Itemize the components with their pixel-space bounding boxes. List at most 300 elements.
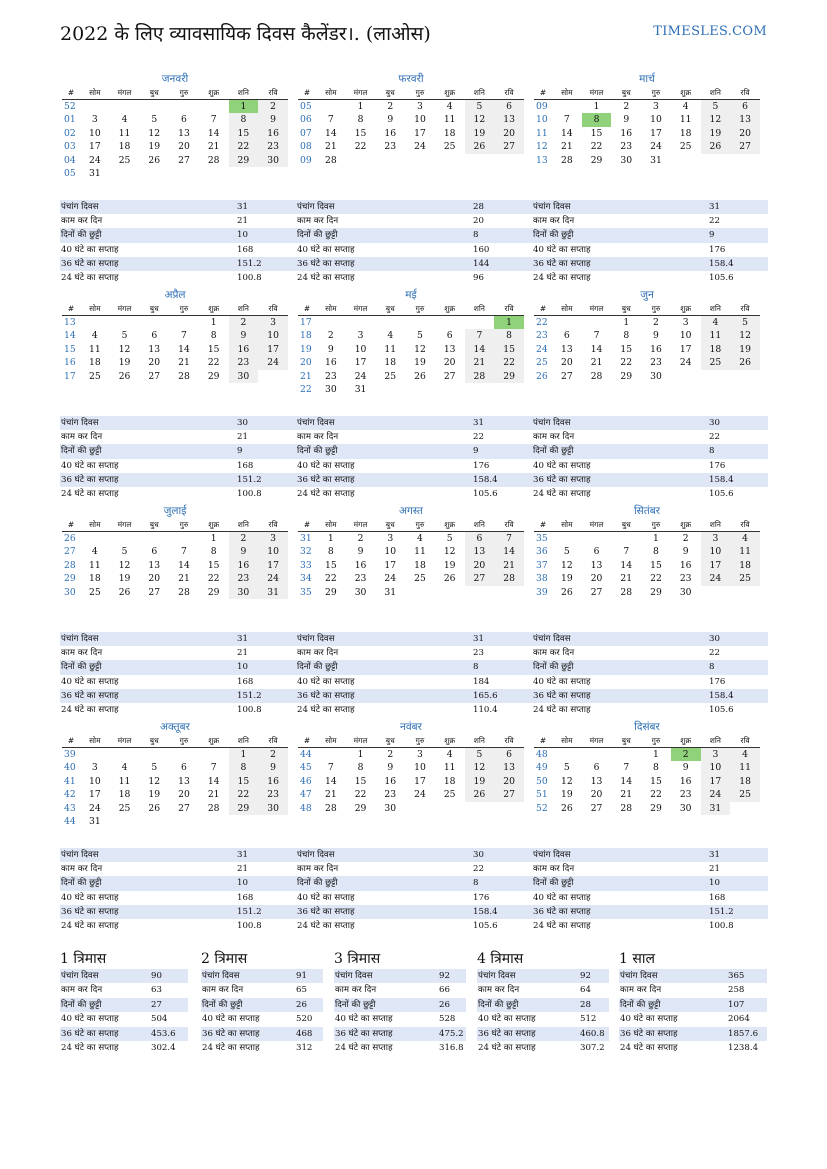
day-cell[interactable]: 1	[593, 101, 600, 112]
day-cell[interactable]: 24	[89, 154, 101, 166]
day-cell[interactable]: 11	[679, 114, 692, 126]
day-cell[interactable]: 19	[118, 573, 131, 585]
day-cell[interactable]: 13	[730, 113, 760, 126]
day-cell[interactable]: 16	[679, 559, 692, 571]
day-cell[interactable]: 29	[207, 370, 220, 382]
day-cell[interactable]: 28	[561, 154, 573, 166]
day-cell[interactable]: 4	[730, 532, 760, 546]
day-cell[interactable]: 18	[384, 357, 397, 369]
day-cell[interactable]: 20	[494, 127, 524, 140]
day-cell[interactable]: 2	[229, 532, 259, 546]
day-cell[interactable]: 25	[89, 586, 101, 598]
day-cell[interactable]: 26	[118, 586, 131, 598]
day-cell[interactable]: 31	[258, 586, 288, 599]
day-cell[interactable]: 31	[650, 154, 662, 166]
day-cell[interactable]: 16	[384, 127, 397, 139]
day-cell[interactable]: 29	[590, 154, 603, 166]
day-cell[interactable]: 3	[701, 748, 731, 762]
day-cell[interactable]: 13	[443, 343, 456, 355]
day-cell[interactable]: 5	[563, 762, 570, 774]
day-cell[interactable]: 29	[620, 370, 633, 382]
day-cell[interactable]: 1	[623, 317, 630, 328]
day-cell[interactable]: 30	[229, 586, 259, 599]
day-cell[interactable]: 2	[671, 748, 701, 762]
day-cell[interactable]: 1	[327, 533, 334, 544]
day-cell[interactable]: 24	[89, 802, 101, 814]
day-cell[interactable]: 9	[357, 546, 364, 558]
day-cell[interactable]: 19	[465, 127, 495, 140]
day-cell[interactable]: 13	[178, 127, 190, 139]
day-cell[interactable]: 19	[701, 127, 731, 140]
day-cell[interactable]: 22	[325, 573, 337, 585]
day-cell[interactable]: 29	[325, 586, 337, 598]
day-cell[interactable]: 6	[181, 762, 187, 774]
day-cell[interactable]: 1	[653, 533, 659, 544]
day-cell[interactable]: 9	[327, 343, 334, 355]
day-cell[interactable]: 25	[118, 802, 131, 814]
day-cell[interactable]: 11	[414, 546, 426, 558]
day-cell[interactable]: 6	[181, 114, 187, 126]
day-cell[interactable]: 8	[653, 762, 659, 774]
day-cell[interactable]: 27	[494, 788, 524, 801]
day-cell[interactable]: 22	[354, 789, 367, 801]
day-cell[interactable]: 16	[325, 357, 337, 369]
day-cell[interactable]: 13	[590, 559, 603, 571]
day-cell[interactable]: 3	[91, 114, 98, 126]
day-cell[interactable]: 5	[121, 330, 128, 342]
day-cell[interactable]: 30	[650, 370, 662, 382]
day-cell[interactable]: 24	[679, 357, 692, 369]
day-cell[interactable]: 17	[701, 559, 731, 572]
day-cell[interactable]: 17	[650, 127, 662, 139]
day-cell[interactable]: 26	[730, 356, 760, 369]
day-cell[interactable]: 21	[207, 141, 220, 153]
day-cell[interactable]: 25	[89, 370, 101, 382]
day-cell[interactable]: 11	[443, 114, 456, 126]
day-cell[interactable]: 21	[465, 356, 495, 369]
day-cell[interactable]: 28	[325, 154, 337, 166]
day-cell[interactable]: 19	[561, 789, 573, 801]
day-cell[interactable]: 24	[258, 572, 288, 585]
day-cell[interactable]: 20	[443, 357, 456, 369]
day-cell[interactable]: 6	[494, 748, 524, 762]
day-cell[interactable]: 23	[325, 370, 337, 382]
day-cell[interactable]: 2	[327, 330, 334, 342]
day-cell[interactable]: 30	[384, 802, 397, 814]
day-cell[interactable]: 1	[210, 533, 217, 544]
day-cell[interactable]: 14	[590, 343, 603, 355]
day-cell[interactable]: 26	[414, 370, 426, 382]
day-cell[interactable]: 4	[730, 748, 760, 762]
day-cell[interactable]: 5	[730, 316, 760, 330]
day-cell[interactable]: 25	[730, 572, 760, 585]
day-cell[interactable]: 11	[443, 762, 456, 774]
day-cell[interactable]: 3	[258, 532, 288, 546]
day-cell[interactable]: 11	[89, 559, 101, 571]
day-cell[interactable]: 21	[325, 789, 337, 801]
day-cell[interactable]: 12	[148, 775, 161, 787]
day-cell[interactable]: 8	[210, 330, 217, 342]
day-cell[interactable]: 15	[590, 127, 603, 139]
day-cell[interactable]: 14	[620, 775, 633, 787]
day-cell[interactable]: 31	[384, 586, 397, 598]
day-cell[interactable]: 30	[620, 154, 633, 166]
day-cell[interactable]: 27	[730, 140, 760, 153]
day-cell[interactable]: 6	[563, 330, 570, 342]
day-cell[interactable]: 21	[325, 141, 337, 153]
day-cell[interactable]: 18	[730, 775, 760, 788]
day-cell[interactable]: 12	[730, 329, 760, 342]
day-cell[interactable]: 27	[561, 370, 573, 382]
day-cell[interactable]: 15	[325, 559, 337, 571]
day-cell[interactable]: 18	[89, 357, 101, 369]
day-cell[interactable]: 20	[465, 559, 495, 572]
day-cell[interactable]: 28	[178, 370, 190, 382]
day-cell[interactable]: 15	[354, 127, 367, 139]
day-cell[interactable]: 27	[148, 586, 161, 598]
day-cell[interactable]: 27	[148, 370, 161, 382]
day-cell[interactable]: 4	[446, 749, 453, 760]
day-cell[interactable]: 21	[207, 789, 220, 801]
day-cell[interactable]: 27	[590, 586, 603, 598]
day-cell[interactable]: 9	[623, 114, 630, 126]
day-cell[interactable]: 23	[679, 789, 692, 801]
day-cell[interactable]: 22	[494, 356, 524, 369]
day-cell[interactable]: 24	[650, 141, 662, 153]
day-cell[interactable]: 23	[258, 140, 288, 153]
day-cell[interactable]: 8	[357, 762, 364, 774]
day-cell[interactable]: 10	[414, 114, 426, 126]
day-cell[interactable]: 4	[446, 101, 453, 112]
day-cell[interactable]: 10	[258, 545, 288, 558]
day-cell[interactable]: 6	[593, 762, 600, 774]
day-cell[interactable]: 26	[148, 154, 161, 166]
day-cell[interactable]: 30	[679, 586, 692, 598]
day-cell[interactable]: 23	[384, 789, 397, 801]
day-cell[interactable]: 29	[494, 370, 524, 383]
day-cell[interactable]: 13	[494, 761, 524, 774]
day-cell[interactable]: 3	[701, 532, 731, 546]
day-cell[interactable]: 7	[210, 762, 217, 774]
day-cell[interactable]: 18	[118, 141, 131, 153]
day-cell[interactable]: 21	[494, 559, 524, 572]
day-cell[interactable]: 5	[701, 100, 731, 114]
day-cell[interactable]: 13	[148, 559, 161, 571]
day-cell[interactable]: 4	[91, 330, 98, 342]
day-cell[interactable]: 30	[229, 370, 259, 383]
day-cell[interactable]: 22	[650, 789, 662, 801]
day-cell[interactable]: 5	[417, 330, 423, 342]
day-cell[interactable]: 14	[494, 545, 524, 558]
day-cell[interactable]: 18	[414, 559, 426, 571]
day-cell[interactable]: 24	[354, 370, 367, 382]
day-cell[interactable]: 8	[494, 329, 524, 342]
day-cell[interactable]: 21	[620, 573, 633, 585]
day-cell[interactable]: 2	[682, 533, 689, 544]
day-cell[interactable]: 29	[354, 802, 367, 814]
day-cell[interactable]: 3	[258, 316, 288, 330]
day-cell[interactable]: 6	[494, 100, 524, 114]
day-cell[interactable]: 29	[650, 802, 662, 814]
day-cell[interactable]: 28	[494, 572, 524, 585]
day-cell[interactable]: 3	[357, 330, 364, 342]
day-cell[interactable]: 12	[465, 113, 495, 126]
day-cell[interactable]: 20	[561, 357, 573, 369]
day-cell[interactable]: 16	[650, 343, 662, 355]
day-cell[interactable]: 22	[229, 140, 259, 153]
day-cell[interactable]: 16	[620, 127, 633, 139]
day-cell[interactable]: 4	[121, 762, 128, 774]
day-cell[interactable]: 24	[414, 141, 426, 153]
day-cell[interactable]: 25	[730, 788, 760, 801]
day-cell[interactable]: 19	[443, 559, 456, 571]
day-cell[interactable]: 21	[178, 573, 190, 585]
day-cell[interactable]: 16	[354, 559, 367, 571]
day-cell[interactable]: 25	[414, 573, 426, 585]
day-cell[interactable]: 29	[650, 586, 662, 598]
day-cell[interactable]: 24	[701, 572, 731, 585]
day-cell[interactable]: 6	[446, 330, 453, 342]
day-cell[interactable]: 13	[465, 545, 495, 558]
day-cell[interactable]: 17	[384, 559, 397, 571]
day-cell[interactable]: 31	[354, 384, 367, 396]
day-cell[interactable]: 10	[384, 546, 397, 558]
day-cell[interactable]: 20	[590, 789, 603, 801]
day-cell[interactable]: 27	[465, 572, 495, 585]
day-cell[interactable]: 10	[701, 545, 731, 558]
day-cell[interactable]: 9	[229, 329, 259, 342]
day-cell[interactable]: 5	[446, 533, 453, 544]
day-cell[interactable]: 7	[181, 546, 187, 558]
day-cell[interactable]: 18	[89, 573, 101, 585]
day-cell[interactable]: 12	[561, 559, 573, 571]
day-cell[interactable]: 29	[207, 586, 220, 598]
day-cell[interactable]: 23	[384, 141, 397, 153]
day-cell[interactable]: 21	[178, 357, 190, 369]
day-cell[interactable]: 27	[178, 154, 190, 166]
day-cell[interactable]: 18	[118, 789, 131, 801]
day-cell[interactable]: 10	[258, 329, 288, 342]
day-cell[interactable]: 15	[650, 559, 662, 571]
day-cell[interactable]: 5	[465, 748, 495, 762]
day-cell[interactable]: 2	[258, 100, 288, 114]
day-cell[interactable]: 26	[561, 802, 573, 814]
day-cell[interactable]: 18	[730, 559, 760, 572]
day-cell[interactable]: 15	[229, 775, 259, 788]
day-cell[interactable]: 12	[118, 559, 131, 571]
day-cell[interactable]: 25	[118, 154, 131, 166]
day-cell[interactable]: 2	[387, 749, 394, 760]
day-cell[interactable]: 11	[730, 545, 760, 558]
day-cell[interactable]: 9	[387, 762, 394, 774]
day-cell[interactable]: 13	[590, 775, 603, 787]
day-cell[interactable]: 4	[387, 330, 394, 342]
day-cell[interactable]: 16	[258, 775, 288, 788]
day-cell[interactable]: 27	[590, 802, 603, 814]
day-cell[interactable]: 2	[653, 317, 659, 328]
brand-logo-text[interactable]: TIMESLES.COM	[653, 24, 767, 39]
day-cell[interactable]: 2	[357, 533, 364, 544]
day-cell[interactable]: 28	[620, 802, 633, 814]
day-cell[interactable]: 20	[148, 573, 161, 585]
day-cell[interactable]: 11	[701, 329, 731, 342]
day-cell[interactable]: 28	[325, 802, 337, 814]
day-cell[interactable]: 11	[89, 343, 101, 355]
day-cell[interactable]: 20	[590, 573, 603, 585]
day-cell[interactable]: 26	[465, 140, 495, 153]
day-cell[interactable]: 13	[148, 343, 161, 355]
day-cell[interactable]: 13	[561, 343, 573, 355]
day-cell[interactable]: 15	[229, 127, 259, 140]
day-cell[interactable]: 1	[357, 101, 364, 112]
day-cell[interactable]: 17	[89, 789, 101, 801]
day-cell[interactable]: 8	[623, 330, 630, 342]
day-cell[interactable]: 18	[701, 343, 731, 356]
day-cell[interactable]: 5	[121, 546, 128, 558]
day-cell[interactable]: 10	[650, 114, 662, 126]
day-cell[interactable]: 14	[207, 127, 220, 139]
day-cell[interactable]: 17	[414, 775, 426, 787]
day-cell[interactable]: 15	[494, 343, 524, 356]
day-cell[interactable]: 27	[494, 140, 524, 153]
day-cell[interactable]: 5	[151, 114, 158, 126]
day-cell[interactable]: 9	[229, 545, 259, 558]
day-cell[interactable]: 17	[89, 141, 101, 153]
day-cell[interactable]: 22	[229, 788, 259, 801]
day-cell[interactable]: 13	[494, 113, 524, 126]
day-cell[interactable]: 30	[354, 586, 367, 598]
day-cell[interactable]: 12	[465, 761, 495, 774]
day-cell[interactable]: 22	[354, 141, 367, 153]
day-cell[interactable]: 3	[387, 533, 394, 544]
day-cell[interactable]: 30	[679, 802, 692, 814]
day-cell[interactable]: 8	[357, 114, 364, 126]
day-cell[interactable]: 10	[89, 127, 101, 139]
day-cell[interactable]: 7	[563, 114, 570, 126]
day-cell[interactable]: 24	[258, 356, 288, 369]
day-cell[interactable]: 14	[178, 343, 190, 355]
day-cell[interactable]: 26	[118, 370, 131, 382]
day-cell[interactable]: 12	[414, 343, 426, 355]
day-cell[interactable]: 9	[258, 761, 288, 774]
day-cell[interactable]: 14	[325, 127, 337, 139]
day-cell[interactable]: 11	[384, 343, 397, 355]
day-cell[interactable]: 14	[178, 559, 190, 571]
day-cell[interactable]: 1	[210, 317, 217, 328]
day-cell[interactable]: 23	[354, 573, 367, 585]
day-cell[interactable]: 1	[653, 749, 659, 760]
day-cell[interactable]: 17	[679, 343, 692, 355]
day-cell[interactable]: 19	[118, 357, 131, 369]
day-cell[interactable]: 7	[465, 329, 495, 342]
day-cell[interactable]: 23	[679, 573, 692, 585]
day-cell[interactable]: 1	[357, 749, 364, 760]
day-cell[interactable]: 22	[590, 141, 603, 153]
day-cell[interactable]: 20	[148, 357, 161, 369]
day-cell[interactable]: 19	[730, 343, 760, 356]
day-cell[interactable]: 26	[465, 788, 495, 801]
day-cell[interactable]: 28	[207, 802, 220, 814]
day-cell[interactable]: 17	[354, 357, 367, 369]
day-cell[interactable]: 19	[148, 789, 161, 801]
day-cell[interactable]: 31	[89, 168, 101, 180]
day-cell[interactable]: 22	[207, 357, 220, 369]
day-cell[interactable]: 1	[229, 748, 259, 762]
day-cell[interactable]: 9	[682, 762, 689, 774]
day-cell[interactable]: 31	[89, 816, 101, 828]
day-cell[interactable]: 7	[327, 114, 334, 126]
day-cell[interactable]: 21	[590, 357, 603, 369]
day-cell[interactable]: 12	[443, 546, 456, 558]
day-cell[interactable]: 25	[443, 141, 456, 153]
day-cell[interactable]: 23	[258, 788, 288, 801]
day-cell[interactable]: 22	[207, 573, 220, 585]
day-cell[interactable]: 26	[148, 802, 161, 814]
day-cell[interactable]: 14	[207, 775, 220, 787]
day-cell[interactable]: 5	[465, 100, 495, 114]
day-cell[interactable]: 12	[148, 127, 161, 139]
day-cell[interactable]: 6	[730, 100, 760, 114]
day-cell[interactable]: 4	[682, 101, 689, 112]
day-cell[interactable]: 20	[178, 789, 190, 801]
day-cell[interactable]: 6	[593, 546, 600, 558]
day-cell[interactable]: 7	[623, 546, 630, 558]
day-cell[interactable]: 12	[561, 775, 573, 787]
day-cell[interactable]: 14	[465, 343, 495, 356]
day-cell[interactable]: 11	[730, 761, 760, 774]
day-cell[interactable]: 12	[701, 113, 731, 126]
day-cell[interactable]: 22	[620, 357, 633, 369]
day-cell[interactable]: 26	[443, 573, 456, 585]
day-cell[interactable]: 8	[582, 113, 612, 126]
day-cell[interactable]: 28	[465, 370, 495, 383]
day-cell[interactable]: 26	[701, 140, 731, 153]
day-cell[interactable]: 31	[701, 802, 731, 815]
day-cell[interactable]: 13	[178, 775, 190, 787]
day-cell[interactable]: 10	[414, 762, 426, 774]
day-cell[interactable]: 26	[561, 586, 573, 598]
day-cell[interactable]: 17	[258, 559, 288, 572]
day-cell[interactable]: 20	[178, 141, 190, 153]
day-cell[interactable]: 30	[258, 802, 288, 815]
day-cell[interactable]: 15	[620, 343, 633, 355]
day-cell[interactable]: 20	[730, 127, 760, 140]
day-cell[interactable]: 10	[89, 775, 101, 787]
day-cell[interactable]: 5	[151, 762, 158, 774]
day-cell[interactable]: 20	[494, 775, 524, 788]
day-cell[interactable]: 18	[443, 127, 456, 139]
day-cell[interactable]: 9	[258, 113, 288, 126]
day-cell[interactable]: 10	[701, 761, 731, 774]
day-cell[interactable]: 7	[494, 532, 524, 546]
day-cell[interactable]: 15	[207, 559, 220, 571]
day-cell[interactable]: 2	[229, 316, 259, 330]
day-cell[interactable]: 28	[207, 154, 220, 166]
day-cell[interactable]: 19	[465, 775, 495, 788]
day-cell[interactable]: 19	[414, 357, 426, 369]
day-cell[interactable]: 6	[465, 532, 495, 546]
day-cell[interactable]: 6	[151, 330, 158, 342]
day-cell[interactable]: 19	[148, 141, 161, 153]
day-cell[interactable]: 3	[91, 762, 98, 774]
day-cell[interactable]: 5	[563, 546, 570, 558]
day-cell[interactable]: 18	[679, 127, 692, 139]
day-cell[interactable]: 6	[151, 546, 158, 558]
day-cell[interactable]: 7	[593, 330, 600, 342]
day-cell[interactable]: 4	[121, 114, 128, 126]
day-cell[interactable]: 9	[387, 114, 394, 126]
day-cell[interactable]: 17	[414, 127, 426, 139]
